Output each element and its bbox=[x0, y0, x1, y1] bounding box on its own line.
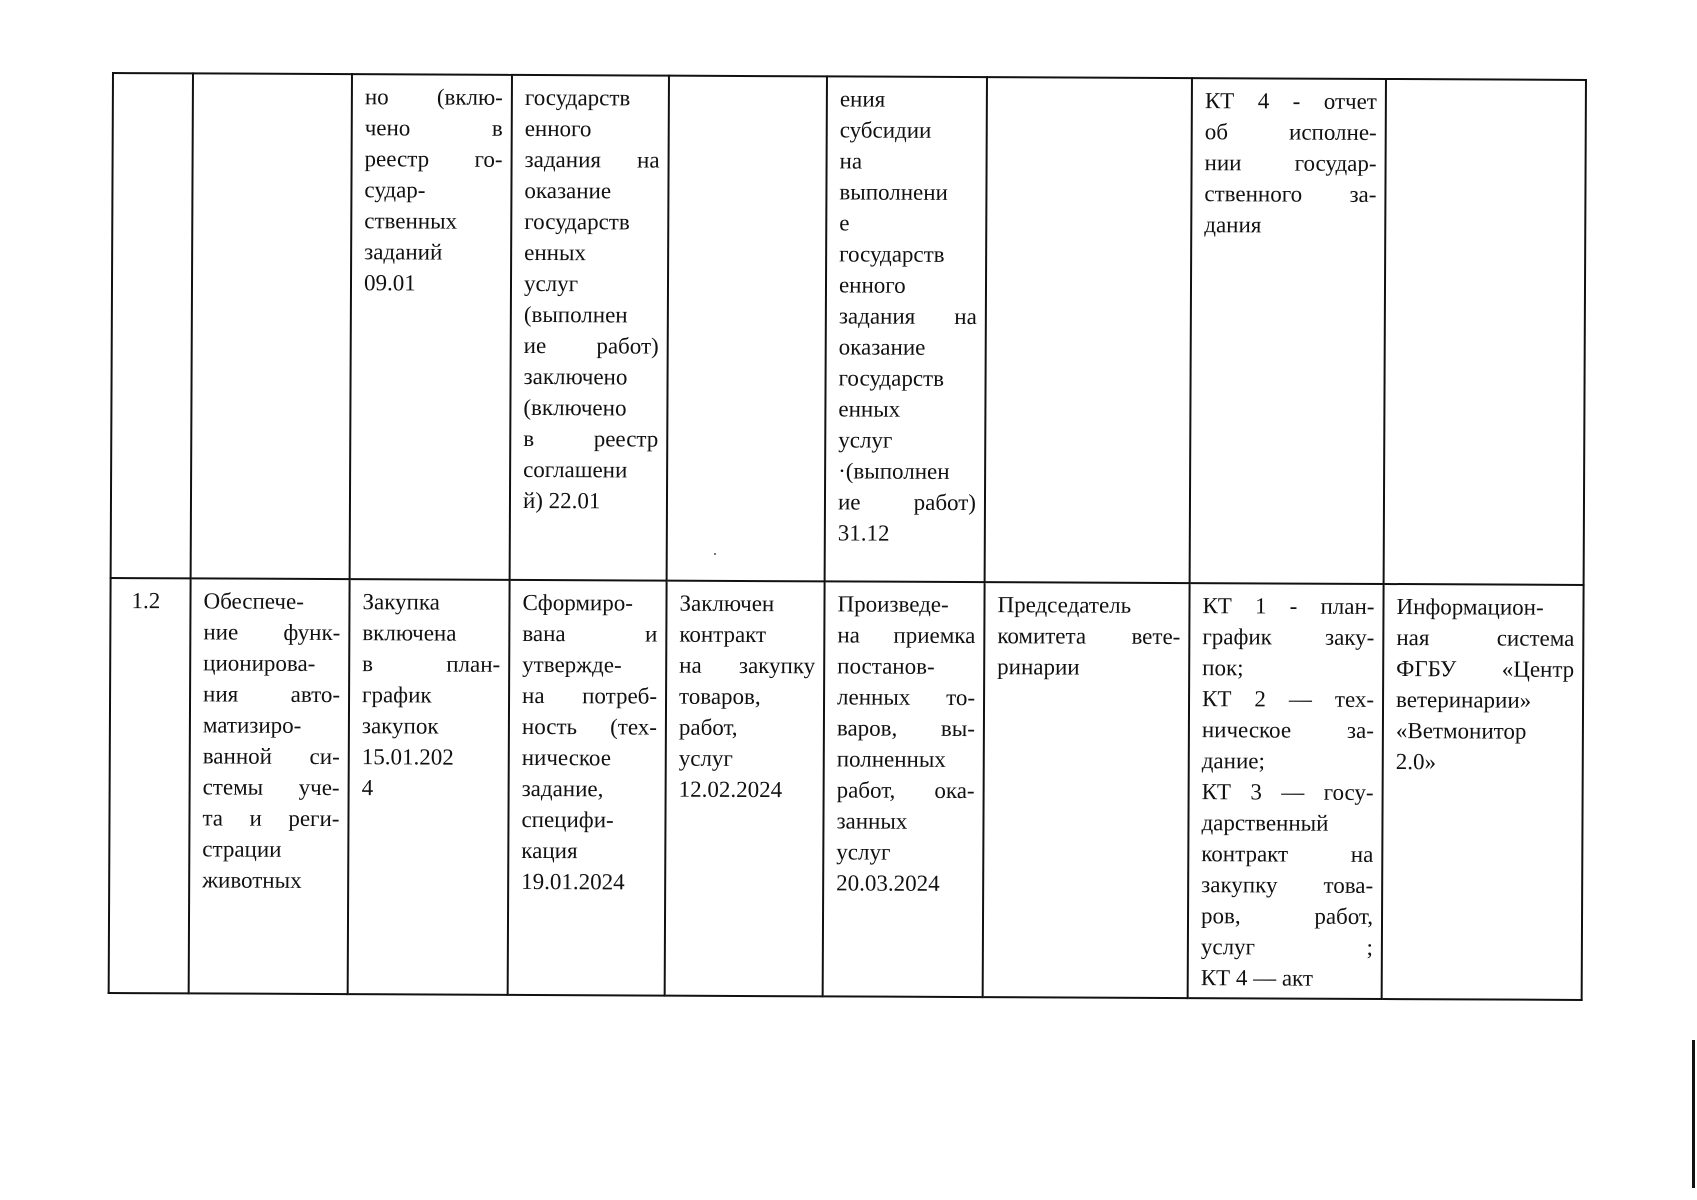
cell-text-line: контракт на bbox=[1201, 841, 1374, 867]
table-cell-kt1 bbox=[350, 74, 512, 580]
cell-text-line: специфи- bbox=[521, 806, 614, 833]
table-cell-responsible bbox=[983, 582, 1190, 998]
table-cell-info-system bbox=[1384, 79, 1586, 585]
cell-text-line: нии государ- bbox=[1204, 150, 1377, 176]
cell-text-line: оказание bbox=[838, 334, 926, 360]
cell-text-line: заключено bbox=[523, 363, 628, 390]
cell-text-line: ственного за- bbox=[1204, 181, 1377, 207]
cell-text-line: (выполнен bbox=[523, 301, 628, 328]
table-cell-kt4 bbox=[823, 581, 985, 997]
table-cell-num bbox=[111, 73, 193, 578]
table-cell-docs bbox=[1188, 583, 1384, 999]
cell-text-line: 09.01 bbox=[363, 270, 416, 296]
table-cell-num bbox=[109, 578, 191, 993]
cell-text-line: Произведе- bbox=[837, 591, 949, 617]
cell-text-line: оказание bbox=[524, 177, 612, 204]
cell-text-line: государств bbox=[838, 365, 945, 391]
table-cell-measure bbox=[191, 73, 352, 579]
cell-text-line: ность (тех- bbox=[521, 713, 657, 740]
cell-text-line: закупок bbox=[361, 713, 439, 739]
cell-text-line: услуг ; bbox=[1200, 934, 1373, 960]
cell-text-line: матизиро- bbox=[202, 712, 302, 738]
table-cell-kt2 bbox=[508, 580, 667, 996]
cell-text-line: ветеринарии» bbox=[1395, 687, 1532, 713]
table-row bbox=[111, 73, 1586, 585]
table-cell-kt3 bbox=[665, 581, 825, 997]
cell-text-line: дания bbox=[1204, 212, 1262, 238]
cell-text-line: Обеспече- bbox=[203, 588, 304, 614]
cell-text-line: ная система bbox=[1396, 625, 1575, 651]
cell-text-line: ФГБУ «Центр bbox=[1396, 656, 1575, 682]
table-cell-measure bbox=[189, 578, 350, 994]
plan-table bbox=[108, 72, 1587, 1001]
cell-text-line: страции bbox=[202, 836, 282, 862]
cell-text-line: утвержде- bbox=[522, 651, 622, 678]
table-cell-docs bbox=[1190, 78, 1386, 584]
cell-text-line: ения bbox=[839, 86, 886, 112]
cell-text-line: та и реги- bbox=[202, 805, 340, 832]
cell-text-line: судар- bbox=[364, 177, 426, 203]
cell-text-line: задания на bbox=[838, 303, 977, 330]
cell-text-line: 20.03.2024 bbox=[836, 870, 940, 896]
cell-text-line: ·(выполнен bbox=[838, 458, 950, 484]
cell-text-line: на закупку bbox=[679, 652, 816, 679]
cell-text-line: Заключен bbox=[679, 590, 775, 617]
cell-text-line: товаров, bbox=[679, 683, 761, 710]
cell-text-line: КТ 4 - отчет bbox=[1204, 88, 1377, 114]
cell-text-line: енных bbox=[838, 396, 901, 422]
table-cell-kt4 bbox=[825, 76, 987, 582]
cell-text-line: пок; bbox=[1202, 655, 1244, 681]
cell-text-line: услуг bbox=[523, 270, 579, 297]
table-cell-kt1 bbox=[348, 579, 510, 995]
cell-text-line: на приемка bbox=[837, 622, 976, 649]
scan-speck bbox=[714, 553, 716, 555]
cell-text-line: Сформиро- bbox=[522, 589, 633, 616]
cell-text-line: енного bbox=[524, 115, 592, 142]
cell-text-line: на потреб- bbox=[522, 682, 658, 709]
cell-text-line: ие работ) bbox=[523, 332, 659, 359]
cell-text-line: 2.0» bbox=[1395, 749, 1437, 775]
cell-text-line: ственных bbox=[364, 208, 458, 234]
cell-text-line: комитета вете- bbox=[997, 623, 1181, 650]
cell-text-line: задания на bbox=[524, 146, 660, 173]
table-row bbox=[109, 578, 1584, 1000]
cell-text-line: заданий bbox=[364, 239, 443, 265]
cell-text-line: КТ 3 — госу- bbox=[1201, 779, 1374, 805]
cell-text-line: постанов- bbox=[837, 653, 935, 679]
cell-text-line: задание, bbox=[521, 775, 604, 802]
cell-text-line: ническое за- bbox=[1201, 717, 1374, 743]
cell-text-line: ванной си- bbox=[202, 743, 340, 770]
cell-text-line: 1.2 bbox=[131, 588, 161, 614]
cell-text-line: варов, вы- bbox=[836, 715, 975, 742]
cell-text-line: дание; bbox=[1201, 748, 1265, 774]
page-edge-mark bbox=[1692, 1040, 1695, 1188]
cell-text-line: государств bbox=[839, 241, 945, 267]
cell-text-line: Председатель bbox=[997, 592, 1132, 618]
cell-text-line: ние функ- bbox=[203, 619, 341, 646]
cell-text-line: соглашени bbox=[523, 456, 628, 483]
cell-text-line: ринарии bbox=[997, 654, 1080, 680]
cell-text-line: ционирова- bbox=[203, 650, 316, 676]
cell-text-line: в реестр bbox=[523, 425, 659, 452]
cell-text-line: занных bbox=[836, 808, 908, 834]
cell-text-line: ния авто- bbox=[203, 681, 341, 708]
cell-text-line: КТ 2 — тех- bbox=[1202, 686, 1375, 712]
cell-text-line: государств bbox=[524, 84, 631, 111]
table-body bbox=[109, 73, 1586, 1000]
cell-text-line: КТ 1 - план- bbox=[1202, 593, 1375, 619]
cell-text-line: енного bbox=[838, 272, 906, 298]
cell-text-line: ническое bbox=[521, 744, 612, 771]
cell-text-line: 19.01.2024 bbox=[521, 868, 625, 895]
cell-text-line: но (вклю- bbox=[364, 84, 503, 110]
cell-text-line: работ, bbox=[678, 714, 738, 740]
cell-text-line: контракт bbox=[679, 621, 767, 648]
cell-text-line: об исполне- bbox=[1204, 119, 1377, 145]
cell-text-line: ров, работ, bbox=[1200, 903, 1374, 929]
cell-text-line: дарственный bbox=[1201, 810, 1329, 836]
cell-text-line: реестр го- bbox=[364, 146, 503, 172]
cell-text-line: чено в bbox=[364, 115, 503, 141]
table-cell-responsible bbox=[985, 77, 1192, 583]
cell-text-line: график bbox=[362, 682, 432, 708]
cell-text-line: стемы уче- bbox=[202, 774, 340, 801]
cell-text-line: Закупка bbox=[362, 589, 441, 615]
cell-text-line: на bbox=[839, 148, 863, 174]
cell-text-line: 4 bbox=[361, 775, 374, 801]
cell-text-line: й) 22.01 bbox=[522, 487, 601, 514]
cell-text-line: график заку- bbox=[1202, 624, 1375, 650]
cell-text-line: закупку това- bbox=[1201, 872, 1374, 898]
cell-text-line: е bbox=[839, 210, 850, 236]
cell-text-line: услуг bbox=[836, 839, 891, 865]
table-cell-kt3 bbox=[667, 76, 827, 582]
cell-text-line: услуг bbox=[838, 427, 893, 453]
cell-text-line: кация bbox=[521, 837, 578, 864]
cell-text-line: КТ 4 — акт bbox=[1200, 965, 1314, 991]
cell-text-line: государств bbox=[524, 208, 630, 235]
cell-text-line: «Ветмонитор bbox=[1395, 718, 1527, 744]
table-cell-kt2 bbox=[510, 75, 669, 581]
cell-text-line: полненных bbox=[836, 746, 946, 772]
cell-text-line: вана и bbox=[522, 620, 658, 647]
cell-text-line: субсидии bbox=[839, 117, 932, 143]
cell-text-line: ленных то- bbox=[837, 684, 976, 711]
table-cell-info-system bbox=[1382, 584, 1584, 1000]
cell-text-line: выполнени bbox=[839, 179, 948, 205]
cell-text-line: Информацион- bbox=[1396, 594, 1544, 620]
cell-text-line: (включено bbox=[523, 394, 627, 421]
cell-text-line: работ, ока- bbox=[836, 777, 975, 804]
cell-text-line: енных bbox=[524, 239, 586, 266]
cell-text-line: включена bbox=[362, 620, 457, 646]
cell-text-line: ие работ) bbox=[837, 489, 977, 516]
cell-text-line: 31.12 bbox=[837, 520, 890, 546]
cell-text-line: услуг bbox=[678, 745, 733, 771]
cell-text-line: в план- bbox=[362, 651, 501, 677]
cell-text-line: животных bbox=[202, 867, 302, 893]
cell-text-line: 15.01.202 bbox=[361, 744, 454, 770]
cell-text-line: 12.02.2024 bbox=[678, 776, 783, 803]
